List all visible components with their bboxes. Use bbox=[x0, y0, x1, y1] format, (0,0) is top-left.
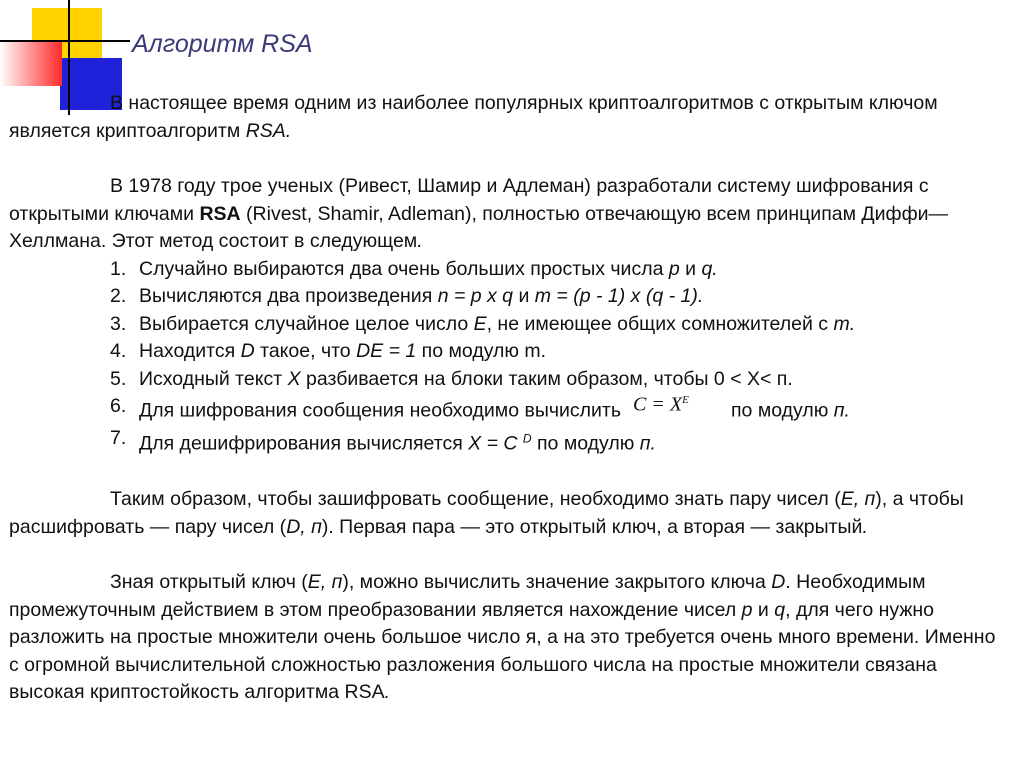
list-item: 2. Вычисляются два произведения n = p x q и m = (p - 1) x (q - 1). bbox=[110, 285, 704, 307]
list-item: 4. Находится D такое, что DE = 1 по модулю m. bbox=[110, 340, 547, 362]
steps-list bbox=[9, 256, 1009, 459]
paragraph-keys: Таким образом, чтобы зашифровать сообщение, необходимо знать пару чисел (E, п), а чтобы расшифровать — пару чисел (D, п). Первая пара — это открытый ключ, а вторая — закрытый. bbox=[9, 488, 964, 538]
slide-title: Алгоритм RSA bbox=[132, 30, 313, 58]
slide-body bbox=[9, 90, 1009, 707]
spacer bbox=[9, 541, 1009, 569]
list-item: 7. Для дешифрирования вычисляется X = C $^D$ по модулю п. bbox=[110, 427, 656, 455]
list-item: 3. Выбирается случайное целое число E, не имеющее общих сомножителей с m. bbox=[110, 312, 856, 335]
paragraph-security: Зная открытый ключ (E, п), можно вычислить значение закрытого ключа D. Необходимым промежуточным действием в этом преобразовании является нахождение чисел p и q, для чего нужно разложить на простые множители очень большое число я, а на это требуется очень много времени. Именно с огромной вычислительной сложностью разложения большого числа на простые множители связана высокая криптостойкость алгоритма RSA. bbox=[9, 571, 996, 704]
list-item: 6. Для шифрования сообщения необходимо вычислить $C = X^E$ по модулю п. bbox=[9, 393, 1009, 425]
list-item: 5. Исходный текст X разбивается на блоки таким образом, чтобы 0 < X< п. bbox=[110, 367, 793, 390]
spacer bbox=[9, 458, 1009, 486]
decor-red-square bbox=[0, 40, 62, 86]
paragraph-intro: В настоящее время одним из наиболее популярных криптоалгоритмов с открытым ключом является криптоалгоритм RSA. bbox=[9, 92, 938, 142]
list-item: 1. Случайно выбираются два очень больших простых числа p и q. bbox=[110, 257, 718, 280]
paragraph-history: В 1978 году трое ученых (Ривест, Шамир и Адлеман) разработали систему шифрования с открытыми ключами RSA (Rivest, Shamir, Adleman), полностью отвечающую всем принципам Диффи—Хеллмана. Этот метод состоит в следующем. bbox=[9, 175, 949, 252]
decor-horizontal-line bbox=[0, 40, 130, 42]
formula-encrypt: $C = X^E$ bbox=[633, 393, 689, 416]
spacer bbox=[9, 145, 1009, 173]
